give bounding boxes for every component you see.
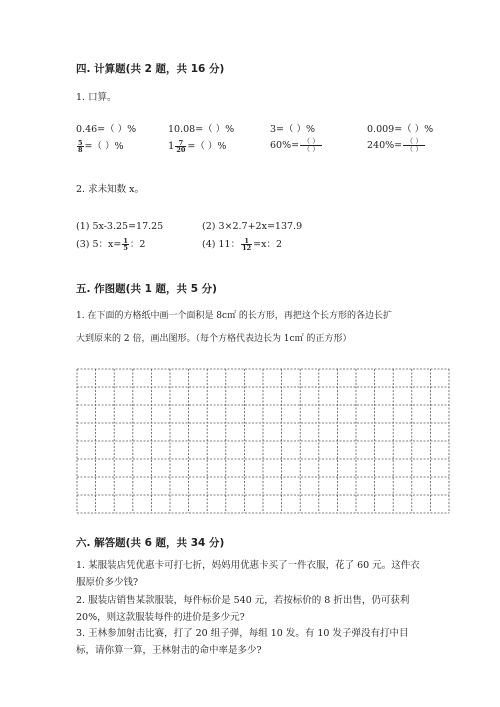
fraction: $\frac{1}{5}$ [123,236,128,252]
oral-calc-item: 10.08=（ ）% [168,124,235,135]
equation-item: (2) 3×2.7+2x=137.9 [202,221,303,232]
section-5-title: 五. 作图题(共 1 题，共 5 分) [76,283,217,295]
section-4-title: 四. 计算题(共 2 题，共 16 分) [76,63,225,75]
oral-calc-item: 3=（ ）% [270,124,316,135]
fraction: $\frac{7}{20}$ [176,138,186,154]
fraction-blank: $\frac{( )}{( )}$ [403,138,425,153]
word-problem: 2. 服装店销售某款服装，每件标价是 540 元，若按标价的 8 折出售，仍可获利 20%，则这款服装每件的进价是多少元? [76,595,410,623]
equation-item: (1) 5x-3.25=17.25 [76,221,164,232]
drawing-question-line: 大到原来的 2 倍，画出图形。（每个方格代表边长为 1c㎡ 的正方形） [76,334,352,344]
section-6-title: 六. 解答题(共 6 题，共 34 分) [76,537,225,549]
question-1-label: 1. 口算。 [76,92,117,103]
equation-item: (3) 5：x= $\frac{1}{5}$ ：2 [76,236,146,252]
oral-calc-percent-item: 240%= $\frac{( )}{( )}$ [367,138,426,153]
word-problem: 3. 王林参加射击比赛，打了 20 组子弹，每组 10 发。有 10 发子弹没有打中目标，请你算一算，王林射击的命中率是多少? [76,628,409,656]
fraction: $\frac{1}{12}$ [242,236,252,252]
equation-item: (4) 11： $\frac{1}{12}$ =x：2 [202,236,282,252]
oral-calc-item: 0.009=（ ）% [367,124,434,135]
question-2-label: 2. 求未知数 x。 [76,184,144,195]
oral-calc-fraction-item: $\frac{5}{8}$ =（ ）% [78,138,124,154]
fraction-blank: $\frac{( )}{( )}$ [300,138,322,153]
square-grid-paper[interactable] [76,368,450,514]
fraction: $\frac{5}{8}$ [78,138,83,154]
word-problem: 1. 某服装店凭优惠卡可打七折，妈妈用优惠卡买了一件衣服，花了 60 元。这件衣服原价多少钱? [76,560,420,588]
drawing-question-line: 1. 在下面的方格纸中画一个面积是 8c㎡ 的长方形，再把这个长方形的各边长扩 [76,311,392,321]
oral-calc-item: 0.46=（ ）% [76,124,137,135]
oral-calc-percent-item: 60%= $\frac{( )}{( )}$ [270,138,323,153]
oral-calc-mixed-item: 1 $\frac{7}{20}$ =（ ）% [168,138,227,154]
